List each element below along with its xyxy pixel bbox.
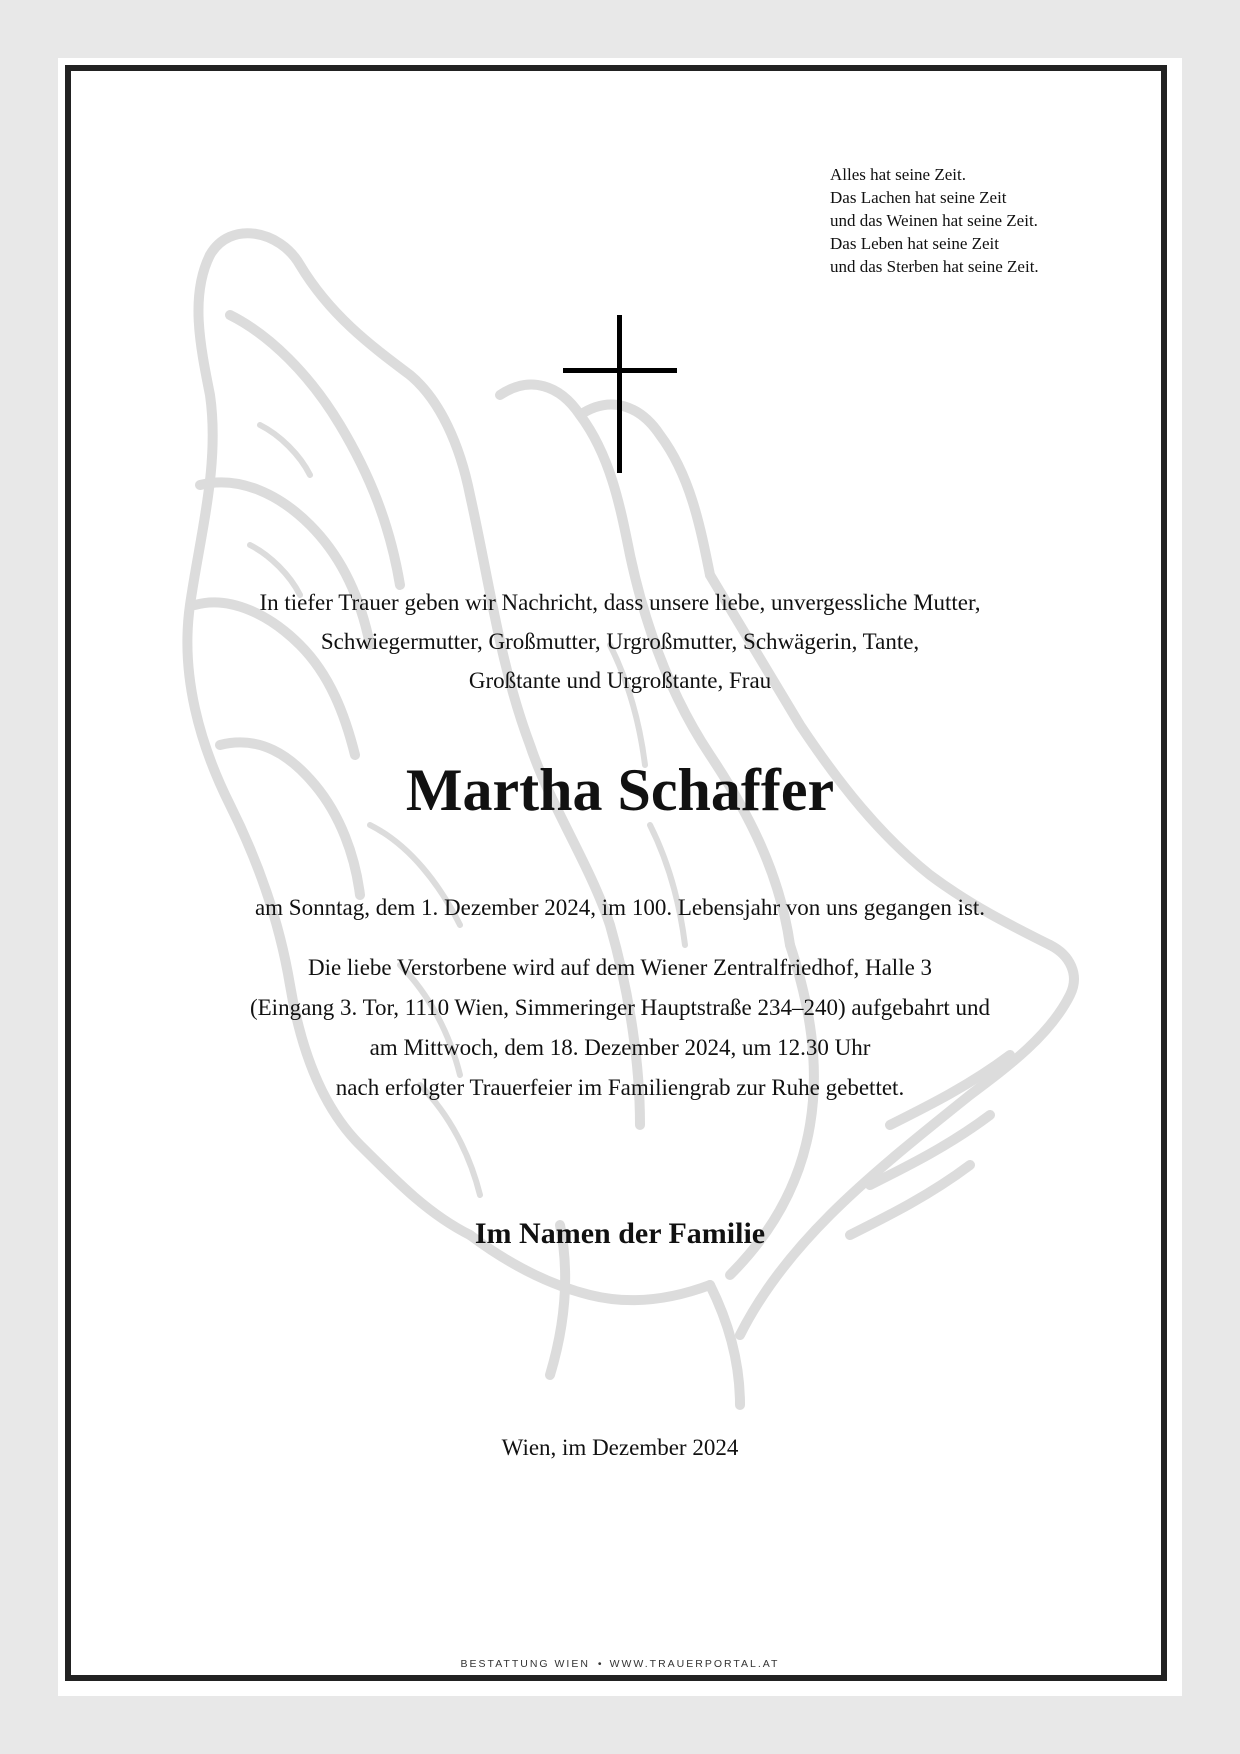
details-line: (Eingang 3. Tor, 1110 Wien, Simmeringer Hauptstraße 234–240) aufgebahrt und xyxy=(249,995,991,1020)
intro-line: In tiefer Trauer geben wir Nachricht, dass unsere liebe, unvergessliche Mutter, xyxy=(259,590,981,615)
poem-line: Das Leben hat seine Zeit xyxy=(830,234,999,253)
cross-vertical-bar xyxy=(617,315,622,473)
funeral-details xyxy=(100,948,1140,1108)
details-line: Die liebe Verstorbene wird auf dem Wiener Zentralfriedhof, Halle 3 xyxy=(307,955,933,980)
details-line: am Mittwoch, dem 18. Dezember 2024, um 12.30 Uhr xyxy=(369,1035,871,1060)
family-signoff: Im Namen der Familie xyxy=(474,1217,766,1250)
cross-horizontal-bar xyxy=(563,368,677,373)
footer-separator: • xyxy=(597,1658,602,1670)
footer-company: BESTATTUNG WIEN xyxy=(460,1658,590,1670)
poem-line: und das Weinen hat seine Zeit. xyxy=(830,211,1038,230)
details-line: nach erfolgter Trauerfeier im Familiengrab zur Ruhe gebettet. xyxy=(335,1075,905,1100)
poem-line: Das Lachen hat seine Zeit xyxy=(830,188,1007,207)
intro-text xyxy=(100,583,1140,700)
intro-line: Großtante und Urgroßtante, Frau xyxy=(468,668,772,693)
death-notice-line: am Sonntag, dem 1. Dezember 2024, im 100. Lebensjahr von uns gegangen ist. xyxy=(254,895,986,920)
cross-icon xyxy=(563,315,677,473)
poem-line: und das Sterben hat seine Zeit. xyxy=(830,257,1039,276)
place-date: Wien, im Dezember 2024 xyxy=(501,1435,739,1460)
deceased-name: Martha Schaffer xyxy=(405,757,835,823)
footer xyxy=(100,1658,1140,1670)
poem-line: Alles hat seine Zeit. xyxy=(830,165,966,184)
poem xyxy=(830,163,1150,278)
footer-website-link[interactable]: WWW.TRAUERPORTAL.AT xyxy=(609,1658,780,1670)
intro-line: Schwiegermutter, Großmutter, Urgroßmutter, Schwägerin, Tante, xyxy=(320,629,920,654)
